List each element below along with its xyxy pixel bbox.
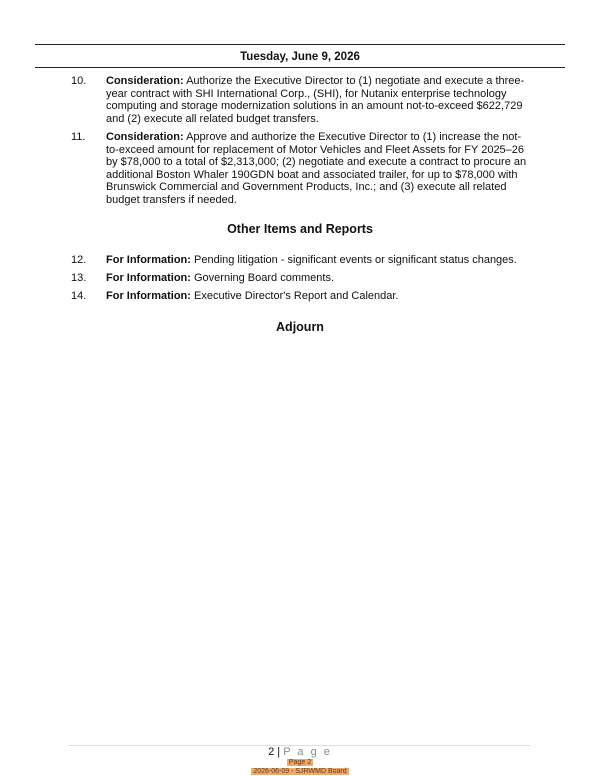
page-title: Tuesday, June 9, 2026: [240, 51, 360, 63]
item-body: [106, 290, 551, 303]
agenda-item-10: [71, 75, 531, 125]
item-number: 10.: [71, 75, 87, 87]
item-body: [106, 272, 551, 285]
item-lead: Consideration:: [106, 75, 184, 87]
agenda-item-14: [71, 290, 551, 303]
page-word: P a g e: [283, 746, 332, 758]
item-number: 13.: [71, 272, 87, 284]
header-rule-bottom: [35, 67, 565, 68]
agenda-item-12: [71, 254, 551, 267]
item-text: Governing Board comments.: [194, 272, 335, 284]
item-lead: Consideration:: [106, 131, 184, 143]
item-lead: For Information:: [106, 254, 191, 266]
agenda-item-13: [71, 272, 551, 285]
item-number: 12.: [71, 254, 87, 266]
section-heading-adjourn: Adjourn: [276, 320, 324, 334]
item-body: [106, 254, 551, 267]
document-stamp: [0, 768, 600, 775]
item-lead: For Information:: [106, 272, 191, 284]
item-text: Pending litigation - significant events or significant status changes.: [194, 254, 517, 266]
item-number: 11.: [71, 131, 86, 143]
page-separator: |: [277, 746, 281, 758]
header-rule-top: [35, 44, 565, 45]
page-stamp: [0, 759, 600, 766]
page-stamp-label: Page 2: [288, 759, 312, 766]
item-text: Approve and authorize the Executive Director to (1) increase the not-to-exceed amount for replacement of Motor Vehicles and Fleet Assets for FY 2025–26 by $78,000 to a total of $2,313,000; (2) negotiate and execute a contract to procure an additional Boston Whaler 190GDN boat and associated trailer, for up to $78,000 with Brunswick Commercial and Government Products, Inc.; and (3) execute all related budget transfers if needed.: [106, 131, 527, 206]
page-footer: [0, 746, 600, 758]
item-text: Executive Director's Report and Calendar.: [194, 290, 399, 302]
agenda-item-11: [71, 131, 531, 207]
page-number: 2: [268, 746, 275, 758]
section-heading-other-items: Other Items and Reports: [227, 222, 373, 236]
item-lead: For Information:: [106, 290, 191, 302]
item-body: [106, 75, 531, 125]
item-text: Authorize the Executive Director to (1) negotiate and execute a three-year contract with SHI International Corp., (SHI), for Nutanix enterprise technology computing and storage modernization solutions in an amount not-to-exceed $622,729 and (2) execute all related budget transfers.: [106, 75, 525, 125]
document-stamp-label: 2026-06-09 - SJRWMD Board: [253, 768, 347, 775]
item-number: 14.: [71, 290, 87, 302]
item-body: [106, 131, 531, 207]
